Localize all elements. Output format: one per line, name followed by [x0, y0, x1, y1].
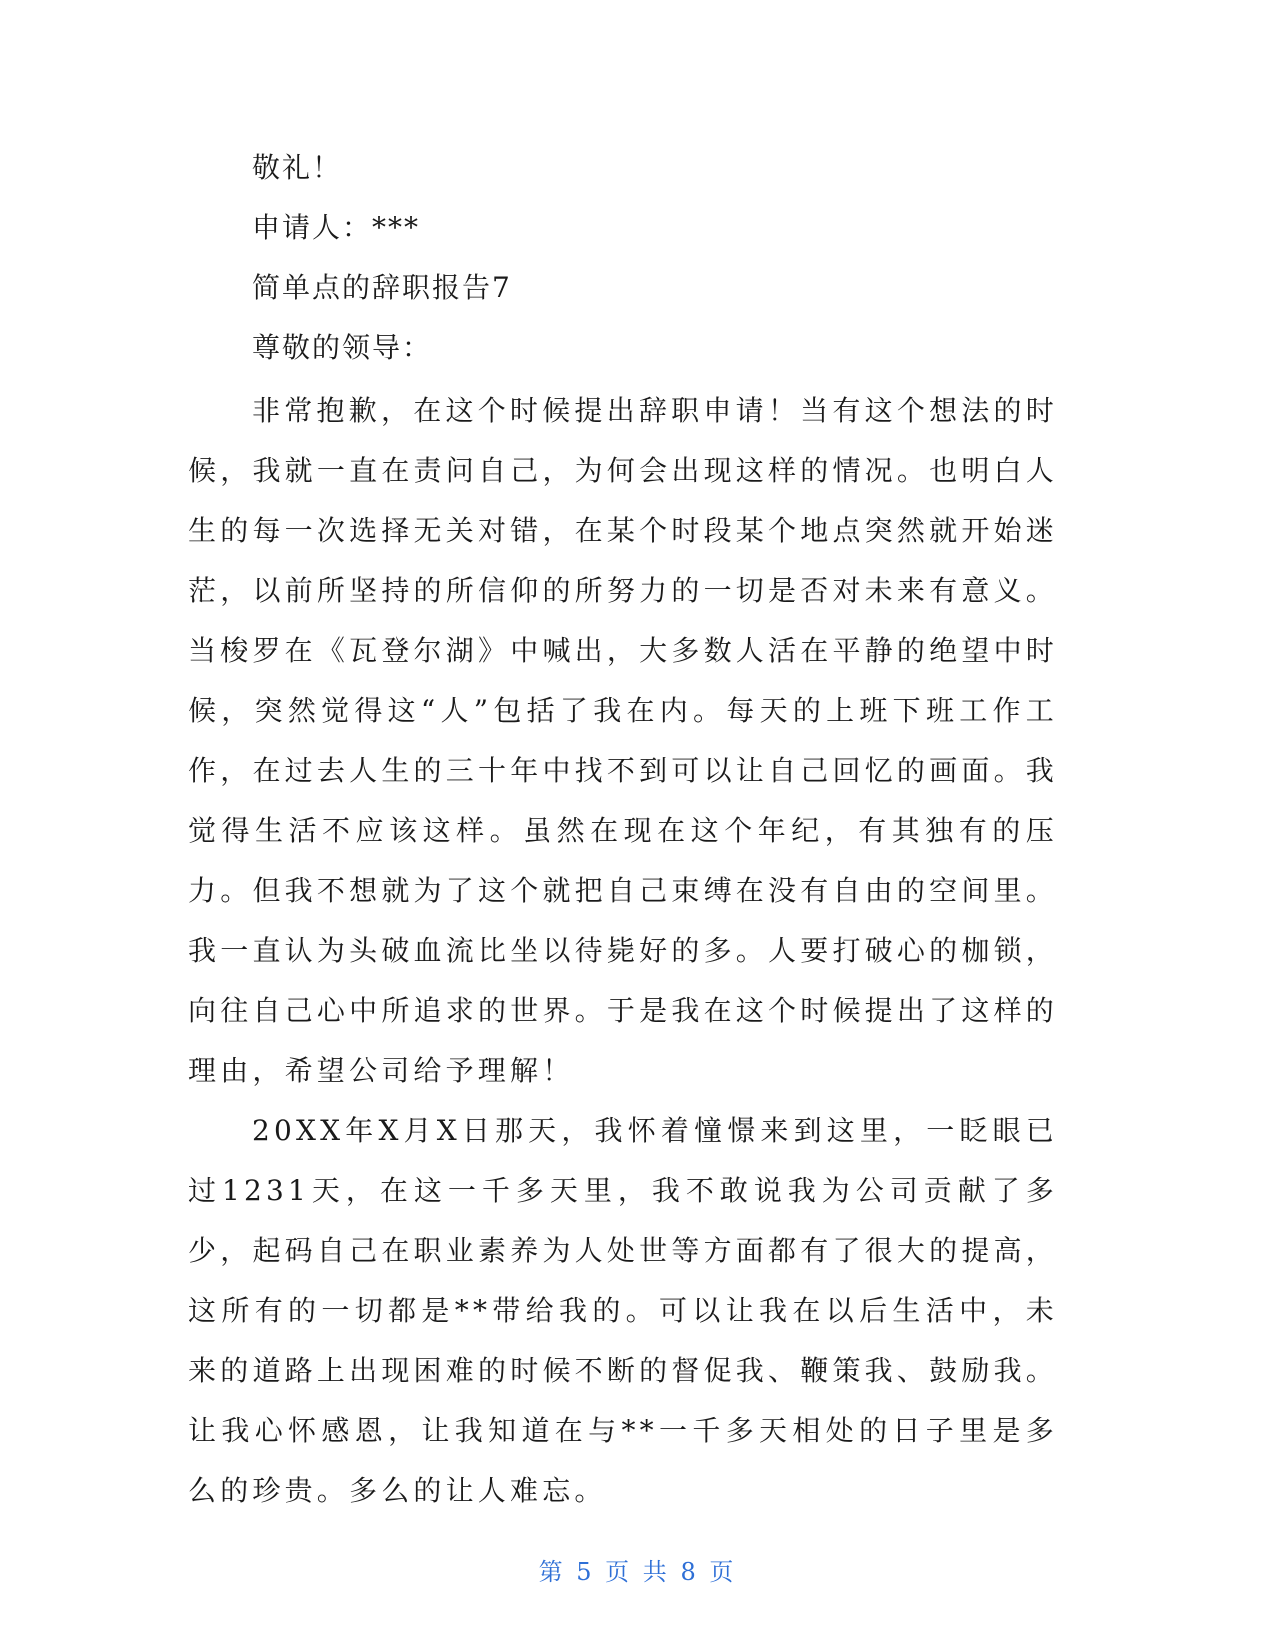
body-paragraph-1: 非常抱歉，在这个时候提出辞职申请！当有这个想法的时候，我就一直在责问自己，为何会出现这样的情况。也明白人生的每一次选择无关对错，在某个时段某个地点突然就开始迷茫，以前所坚持的所信仰的所努力的一切是否对未来有意义。当梭罗在《瓦登尔湖》中喊出，大多数人活在平静的绝望中时候，突然觉得这“人”包括了我在内。每天的上班下班工作工作，在过去人生的三十年中找不到可以让自己回忆的画面。我觉得生活不应该这样。虽然在现在这个年纪，有其独有的压力。但我不想就为了这个就把自己束缚在没有自由的空间里。我一直认为头破血流比坐以待毙好的多。人要打破心的枷锁，向往自己心中所追求的世界。于是我在这个时候提出了这样的理由，希望公司给予理解！: [188, 394, 1058, 1087]
section-title: 简单点的辞职报告7: [252, 271, 512, 304]
document-body: [188, 138, 1058, 1521]
page-number-footer: 第 5 页 共 8 页: [538, 1558, 737, 1586]
closing-line: 敬礼！: [252, 151, 343, 184]
applicant-line: 申请人：***: [252, 211, 421, 244]
body-paragraph-2: 20XX年X月X日那天，我怀着憧憬来到这里，一眨眼已过1231天，在这一千多天里，我不敢说我为公司贡献了多少，起码自己在职业素养为人处世等方面都有了很大的提高，这所有的一切都是**带给我的。可以让我在以后生活中，未来的道路上出现困难的时候不断的督促我、鞭策我、鼓励我。让我心怀感恩，让我知道在与**一千多天相处的日子里是多么的珍贵。多么的让人难忘。: [188, 1114, 1058, 1507]
salutation-line: 尊敬的领导：: [252, 331, 433, 364]
